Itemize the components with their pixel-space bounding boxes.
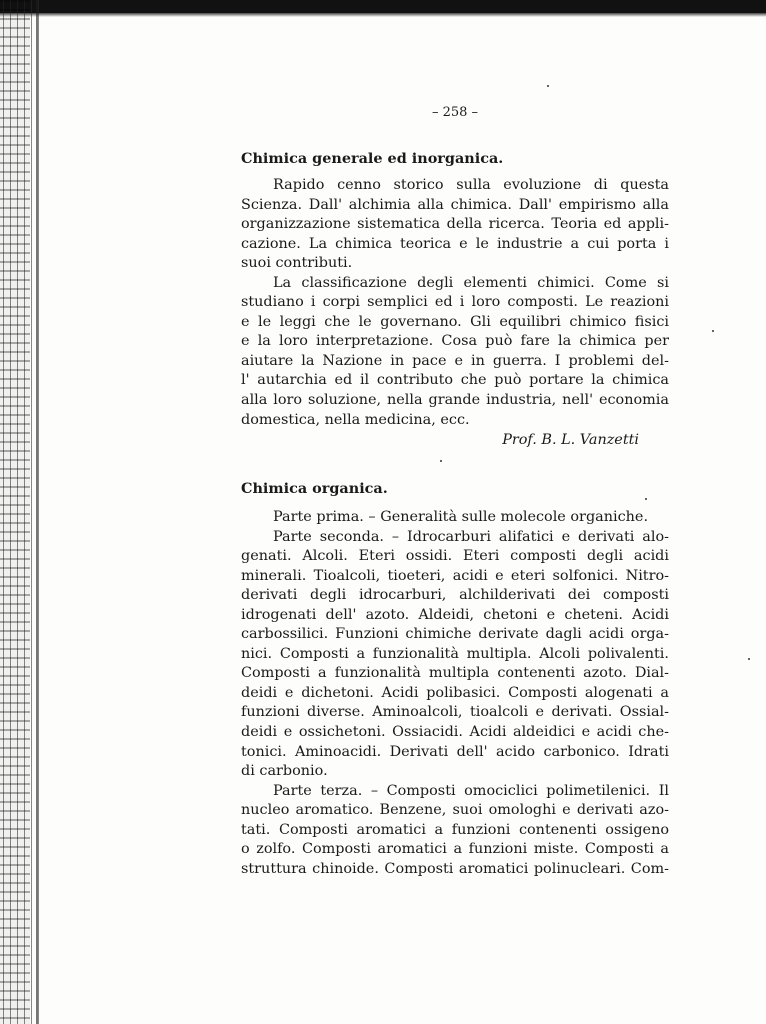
- text-line: tonici. Aminoacidi. Derivati dell' acido carbonico. Idrati: [241, 743, 669, 760]
- page-number: – 258 –: [431, 105, 479, 120]
- text-line: funzioni diverse. Aminoalcoli, tioalcoli e derivati. Ossial-: [241, 704, 669, 721]
- scan-speck: [748, 658, 750, 660]
- text-line: idrogenati dell' azoto. Aldeidi, chetoni e cheteni. Acidi: [241, 606, 669, 623]
- section-heading-organic: Chimica organica.: [241, 480, 388, 497]
- scan-speck: [547, 85, 549, 87]
- text-line: alla loro soluzione, nella grande industria, nell' economia: [241, 392, 669, 409]
- text-line: Composti a funzionalità multipla contenenti azoto. Dial-: [241, 665, 669, 682]
- scan-speck: [712, 330, 714, 332]
- text-line: e la loro interpretazione. Cosa può fare la chimica per: [241, 333, 669, 350]
- text-line: organizzazione sistematica della ricerca. Teoria ed appli-: [241, 216, 669, 233]
- text-line: di carbonio.: [241, 763, 328, 780]
- section-heading-inorganic: Chimica generale ed inorganica.: [241, 150, 504, 167]
- scan-speck: [645, 498, 647, 500]
- text-line: struttura chinoide. Composti aromatici polinucleari. Com-: [241, 860, 669, 877]
- text-line: deidi e dichetoni. Acidi polibasici. Composti alogenati a: [241, 684, 669, 701]
- text-line: Rapido cenno storico sulla evoluzione di questa: [273, 177, 669, 193]
- section-body-organic: [241, 508, 669, 879]
- text-line: domestica, nella medicina, ecc.: [241, 411, 470, 428]
- text-line: genati. Alcoli. Eteri ossidi. Eteri composti degli acidi: [241, 548, 669, 565]
- page-top-shadow: [0, 13, 766, 17]
- text-line: l' autarchia ed il contributo che può portare la chimica: [241, 372, 669, 389]
- text-line: deidi e ossichetoni. Ossiacidi. Acidi aldeidici e acidi che-: [241, 724, 669, 741]
- text-line: tati. Composti aromatici a funzioni contenenti ossigeno: [241, 821, 669, 838]
- scan-speck: [440, 460, 442, 462]
- text-line: La classificazione degli elementi chimici. Come si: [273, 274, 669, 291]
- text-line: e le leggi che le governano. Gli equilibri chimico fisici: [241, 313, 669, 330]
- author-signature: Prof. B. L. Vanzetti: [502, 432, 639, 448]
- text-line: minerali. Tioalcoli, tioeteri, acidi e eteri solfonici. Nitro-: [241, 567, 669, 584]
- text-line: Scienza. Dall' alchimia alla chimica. Dall' empirismo alla: [241, 196, 669, 213]
- text-line: nucleo aromatico. Benzene, suoi omologhi e derivati azo-: [241, 802, 669, 819]
- text-line: nici. Composti a funzionalità multipla. Alcoli polivalenti.: [241, 645, 669, 662]
- text-line: aiutare la Nazione in pace e in guerra. I problemi del-: [241, 352, 669, 369]
- text-line: carbossilici. Funzioni chimiche derivate dagli acidi orga-: [241, 626, 669, 643]
- text-line: Parte prima. – Generalità sulle molecole organiche.: [273, 509, 649, 525]
- text-line: cazione. La chimica teorica e le industrie a cui porta i: [241, 235, 669, 252]
- text-line: studiano i corpi semplici ed i loro composti. Le reazioni: [241, 294, 669, 311]
- book-binding-edge: [0, 0, 44, 1024]
- section-body-inorganic: [241, 176, 669, 430]
- page-top-edge: [0, 0, 766, 13]
- text-line: derivati degli idrocarburi, alchilderivati dei composti: [241, 587, 669, 604]
- text-line: o zolfo. Composti aromatici a funzioni miste. Composti a: [241, 841, 669, 858]
- text-line: Parte seconda. – Idrocarburi alifatici e derivati alo-: [273, 528, 669, 545]
- text-line: Parte terza. – Composti omociclici polimetilenici. Il: [273, 782, 669, 799]
- text-line: suoi contributi.: [241, 255, 353, 272]
